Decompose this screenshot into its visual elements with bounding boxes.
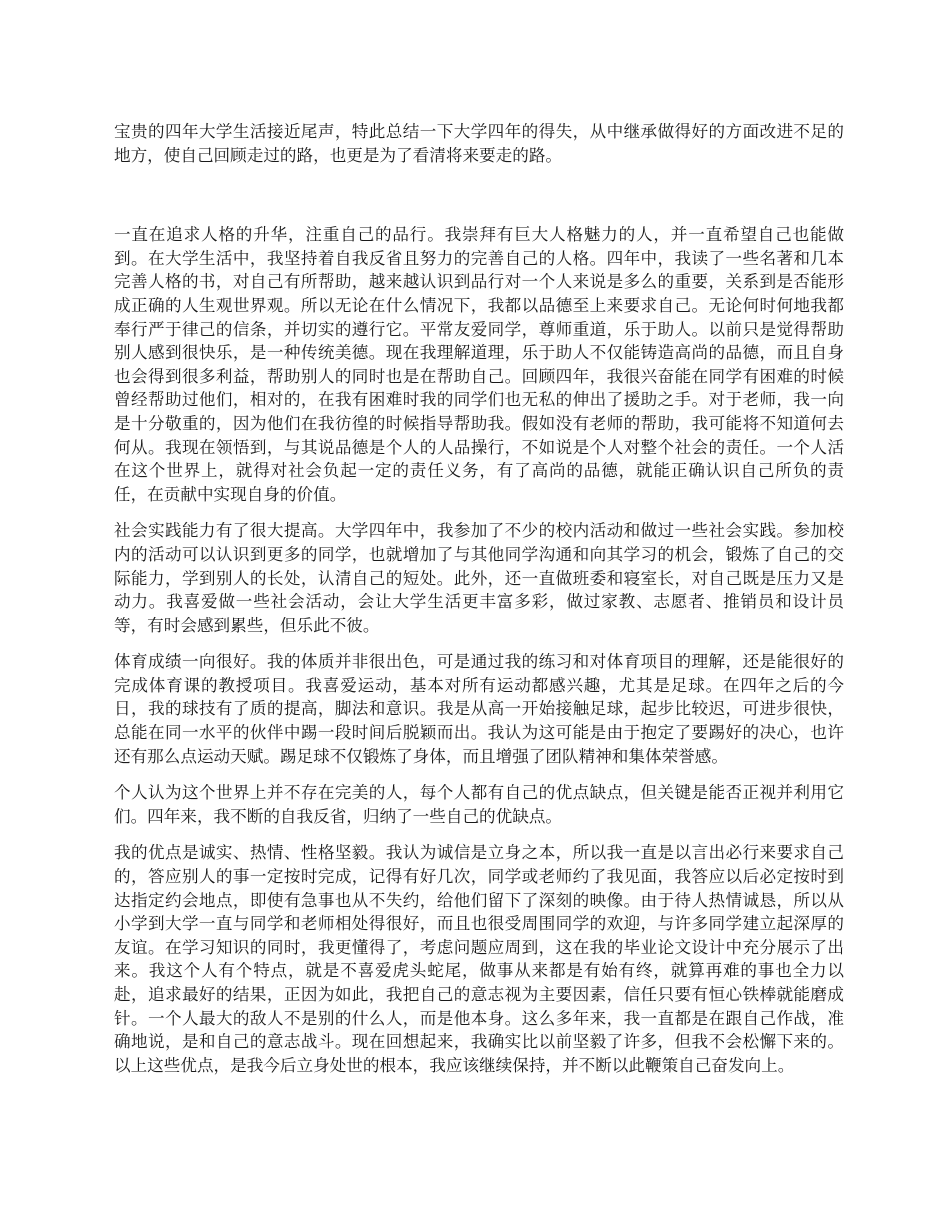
paragraph-character: 一直在追求人格的升华，注重自己的品行。我崇拜有巨大人格魅力的人，并一直希望自己也能做到。在大学生活中，我坚持着自我反省且努力的完善自己的人格。四年中，我读了一些名著和几本完善人格的书，对自己有所帮助，越来越认识到品行对一个人来说是多么的重要，关系到是否能形成正确的人生观世界观。所以无论在什么情况下，我都以品德至上来要求自己。无论何时何地我都奉行严于律己的信条，并切实的遵行它。平常友爱同学，尊师重道，乐于助人。以前只是觉得帮助别人感到很快乐，是一种传统美德。现在我理解道理，乐于助人不仅能铸造高尚的品德，而且自身也会得到很多利益，帮助别人的同时也是在帮助自己。回顾四年，我很兴奋能在同学有困难的时候曾经帮助过他们，相对的，在我有困难时我的同学们也无私的伸出了援助之手。对于老师，我一向是十分敬重的，因为他们在我彷徨的时候指导帮助我。假如没有老师的帮助，我可能将不知道何去何从。我现在领悟到，与其说品德是个人的人品操行，不如说是个人对整个社会的责任。一个人活在这个世界上，就得对社会负起一定的责任义务，有了高尚的品德，就能正确认识自己所负的责任，在贡献中实现自身的价值。	[114, 225, 844, 504]
paragraph-gap	[114, 167, 844, 223]
paragraph-social-practice: 社会实践能力有了很大提高。大学四年中，我参加了不少的校内活动和做过一些社会实践。参加校内的活动可以认识到更多的同学，也就增加了与其他同学沟通和向其学习的机会，锻炼了自己的交际能力，学到别人的长处，认清自己的短处。此外，还一直做班委和寝室长，对自己既是压力又是动力。我喜爱做一些社会活动，会让大学生活更丰富多彩，做过家教、志愿者、推销员和设计员等，有时会感到累些，但乐此不彼。	[114, 521, 844, 635]
paragraph-strengths: 我的优点是诚实、热情、性格坚毅。我认为诚信是立身之本，所以我一直是以言出必行来要求自己的，答应别人的事一定按时完成，记得有好几次，同学或老师约了我见面，我答应以后必定按时到达指定约会地点，即使有急事也从不失约，给他们留下了深刻的映像。由于待人热情诚恳，所以从小学到大学一直与同学和老师相处得很好，而且也很受周围同学的欢迎，与许多同学建立起深厚的友谊。在学习知识的同时，我更懂得了，考虑问题应周到，这在我的毕业论文设计中充分展示了出来。我这个人有个特点，就是不喜爱虎头蛇尾，做事从来都是有始有终，就算再难的事也全力以赴，追求最好的结果，正因为如此，我把自己的意志视为主要因素，信任只要有恒心铁棒就能磨成针。一个人最大的敌人不是别的什么人，而是他本身。这么多年来，我一直都是在跟自己作战，准确地说，是和自己的意志战斗。现在回想起来，我确实比以前坚毅了许多，但我不会松懈下来的。以上这些优点，是我今后立身处世的根本，我应该继续保持，并不断以此鞭策自己奋发向上。	[114, 843, 844, 1075]
paragraph-sports: 体育成绩一向很好。我的体质并非很出色，可是通过我的练习和对体育项目的理解，还是能很好的完成体育课的教授项目。我喜爱运动，基本对所有运动都感兴趣，尤其是足球。在四年之后的今日，我的球技有了质的提高，脚法和意识。我是从高一开始接触足球，起步比较迟，可进步很快，总能在同一水平的伙伴中踢一段时间后脱颖而出。我认为这可能是由于抱定了要踢好的决心，也许还有那么点运动天赋。踢足球不仅锻炼了身体，而且增强了团队精神和集体荣誉感。	[114, 652, 844, 766]
paragraph-self-reflection: 个人认为这个世界上并不存在完美的人，每个人都有自己的优点缺点，但关键是能否正视并利用它们。四年来，我不断的自我反省，归纳了一些自己的优缺点。	[114, 783, 844, 826]
intro-paragraph: 宝贵的四年大学生活接近尾声，特此总结一下大学四年的得失，从中继承做得好的方面改进不足的地方，使自己回顾走过的路，也更是为了看清将来要走的路。	[114, 122, 844, 165]
document-body	[114, 120, 844, 1090]
